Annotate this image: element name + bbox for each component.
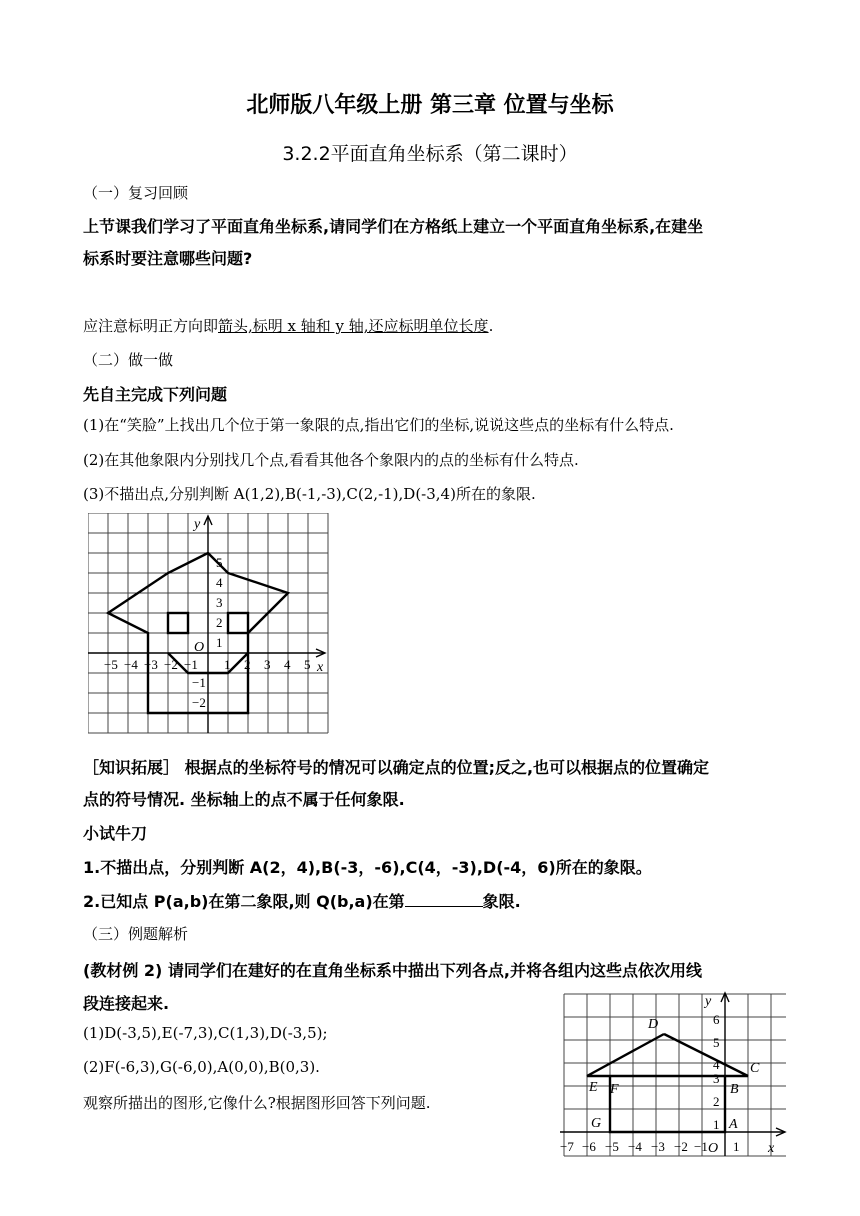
task-2: (2)在其他象限内分别找几个点,看看其他各个象限内的点的坐标有什么特点. [83, 451, 579, 469]
point-label-b: B [730, 1082, 739, 1097]
right-eye [228, 613, 248, 633]
house-figure [560, 990, 790, 1160]
x-axis-label: x [317, 660, 324, 675]
x-ticks [104, 657, 311, 672]
y-tick: 4 [216, 575, 223, 590]
x-tick: 4 [284, 657, 291, 672]
y-ticks [713, 1012, 720, 1132]
y-tick: −1 [192, 675, 206, 690]
x-tick: 2 [244, 657, 251, 672]
x-tick: 5 [304, 657, 311, 672]
practice-title: 小试牛刀 [83, 824, 148, 843]
section-review: （一）复习回顾 [83, 184, 189, 202]
x-tick: −1 [184, 657, 198, 672]
origin-label: O [708, 1141, 719, 1156]
page-title: 北师版八年级上册 第三章 位置与坐标 [246, 93, 614, 118]
y-axis-label: y [705, 994, 712, 1009]
x-tick: −3 [651, 1139, 665, 1154]
y-tick: −2 [192, 695, 206, 710]
point-label-a: A [729, 1117, 738, 1132]
example-line1: (教材例 2) 请同学们在建好的在直角坐标系中描出下列各点,并将各组内这些点依次用线 [83, 961, 702, 980]
y-tick: 6 [713, 1012, 720, 1027]
answer-underlined: 箭头,标明 x 轴和 y 轴,还应标明单位长度 [218, 317, 489, 335]
knowledge-extension-line2: 点的符号情况. 坐标轴上的点不属于任何象限. [83, 790, 405, 809]
task-title: 先自主完成下列问题 [83, 385, 228, 404]
x-axis-label: x [768, 1141, 775, 1156]
y-tick: 1 [713, 1117, 720, 1132]
axes [88, 516, 325, 733]
y-tick: 4 [713, 1057, 720, 1072]
x-tick: −2 [164, 657, 178, 672]
practice-2-text-b: 象限. [482, 892, 521, 911]
y-tick: 3 [713, 1071, 720, 1086]
left-eye [168, 613, 188, 633]
y-tick: 1 [216, 635, 223, 650]
x-tick: −4 [628, 1139, 642, 1154]
x-tick: −6 [582, 1139, 596, 1154]
y-tick: 3 [216, 595, 223, 610]
practice-2-text-a: 2.已知点 P(a,b)在第二象限,则 Q(b,a)在第 [83, 892, 405, 911]
x-tick: −5 [104, 657, 118, 672]
point-label-e: E [589, 1080, 598, 1095]
smiley-star-figure [88, 513, 332, 737]
point-label-d: D [648, 1017, 659, 1032]
example-points-2: (2)F(-6,3),G(-6,0),A(0,0),B(0,3). [83, 1058, 320, 1076]
x-tick: 3 [264, 657, 271, 672]
knowledge-extension-line1: ［知识拓展］ 根据点的坐标符号的情况可以确定点的位置;反之,也可以根据点的位置确定 [83, 758, 710, 777]
point-label-g: G [591, 1116, 602, 1131]
review-question-line1: 上节课我们学习了平面直角坐标系,请同学们在方格纸上建立一个平面直角坐标系,在建坐 [83, 217, 704, 236]
x-tick: −7 [560, 1139, 574, 1154]
section-do-it: （二）做一做 [83, 351, 174, 369]
answer-blank[interactable] [405, 892, 483, 907]
origin-label: O [194, 640, 205, 655]
example-points-1: (1)D(-3,5),E(-7,3),C(1,3),D(-3,5); [83, 1024, 328, 1042]
practice-2 [83, 889, 521, 912]
x-tick: 1 [733, 1139, 740, 1154]
example-question: 观察所描出的图形,它像什么?根据图形回答下列问题. [83, 1094, 431, 1112]
y-axis-label: y [194, 517, 201, 532]
x-tick: 1 [224, 657, 231, 672]
section-examples: （三）例题解析 [83, 925, 189, 943]
practice-1: 1.不描出点，分别判断 A(2，4),B(-3，-6),C(4，-3),D(-4，6)所在的象限。 [83, 858, 652, 877]
x-tick: −1 [694, 1139, 708, 1154]
y-tick: 5 [216, 555, 223, 570]
y-tick: 2 [713, 1094, 720, 1109]
answer-prefix: 应注意标明正方向即 [83, 317, 219, 335]
y-tick: 5 [713, 1035, 720, 1050]
x-tick: −2 [674, 1139, 688, 1154]
y-tick: 2 [216, 615, 223, 630]
review-answer [83, 315, 493, 336]
x-tick: −3 [144, 657, 158, 672]
house-body-outline [610, 1076, 725, 1132]
point-label-c: C [750, 1061, 760, 1076]
task-3: (3)不描出点,分别判断 A(1,2),B(-1,-3),C(2,-1),D(-3,4)所在的象限. [83, 485, 536, 503]
lesson-subtitle: 3.2.2平面直角坐标系（第二课时） [282, 143, 578, 165]
task-1: (1)在“笑脸”上找出几个位于第一象限的点,指出它们的坐标,说说这些点的坐标有什么特点. [83, 416, 674, 434]
x-tick: −5 [605, 1139, 619, 1154]
example-line2: 段连接起来. [83, 994, 170, 1013]
x-tick: −4 [124, 657, 138, 672]
answer-suffix: . [488, 317, 494, 335]
point-label-f: F [610, 1082, 619, 1097]
review-question-line2: 标系时要注意哪些问题? [83, 249, 253, 268]
